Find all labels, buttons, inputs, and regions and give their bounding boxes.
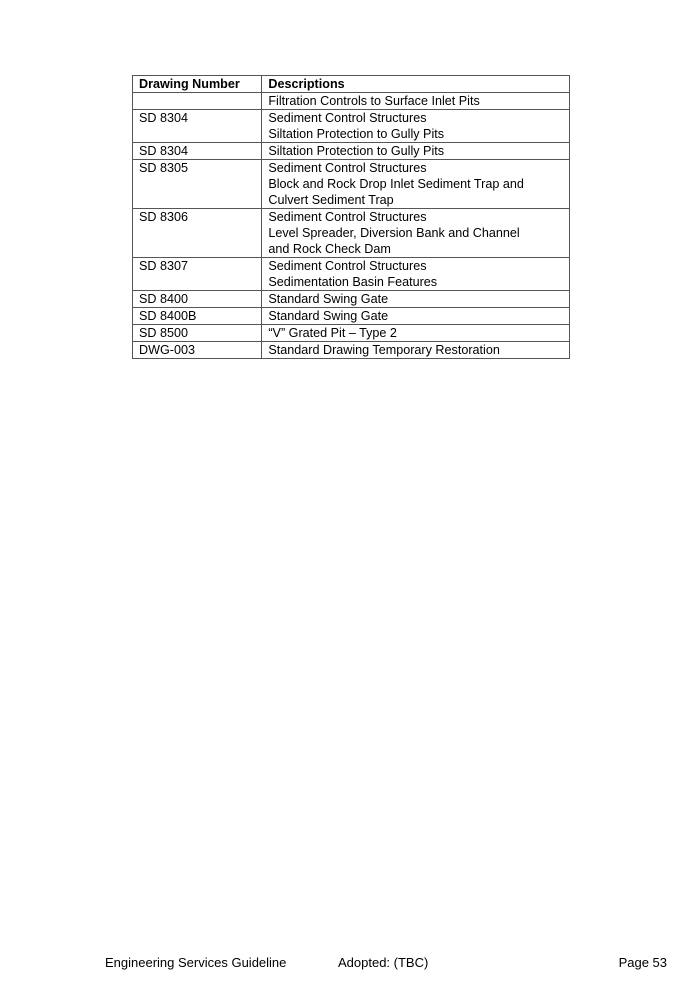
table-row (133, 342, 570, 359)
table-body (133, 93, 570, 359)
description-line: Siltation Protection to Gully Pits (268, 144, 445, 158)
table-row (133, 160, 570, 209)
description-cell (262, 93, 570, 110)
description-cell (262, 325, 570, 342)
drawing-number-cell: SD 8307 (133, 258, 262, 291)
description-line: Standard Drawing Temporary Restoration (268, 343, 500, 357)
description-line: Level Spreader, Diversion Bank and Channel (268, 226, 520, 240)
drawing-number-cell: SD 8400B (133, 308, 262, 325)
drawing-number-cell (133, 93, 262, 110)
description-line: Standard Swing Gate (268, 292, 389, 306)
description-line: Siltation Protection to Gully Pits (268, 127, 445, 141)
description-cell (262, 291, 570, 308)
footer-page-number: Page 53 (618, 955, 667, 970)
drawing-number-cell: SD 8304 (133, 143, 262, 160)
description-cell (262, 342, 570, 359)
footer-adopted-status: Adopted: (TBC) (338, 955, 429, 970)
description-cell (262, 160, 570, 209)
drawing-number-cell: SD 8304 (133, 110, 262, 143)
table-header-row (133, 76, 570, 93)
drawing-number-cell: SD 8305 (133, 160, 262, 209)
table-row (133, 93, 570, 110)
drawings-table (132, 75, 570, 359)
header-descriptions: Descriptions (262, 76, 570, 93)
description-line: Block and Rock Drop Inlet Sediment Trap and (268, 177, 524, 191)
description-line: and Rock Check Dam (268, 242, 391, 256)
table-row (133, 291, 570, 308)
description-line: Sediment Control Structures (268, 210, 427, 224)
description-cell (262, 258, 570, 291)
description-cell (262, 209, 570, 258)
description-cell (262, 308, 570, 325)
description-line: Culvert Sediment Trap (268, 193, 394, 207)
description-line: Sediment Control Structures (268, 111, 427, 125)
table-row (133, 258, 570, 291)
drawing-number-cell: SD 8306 (133, 209, 262, 258)
description-line: Standard Swing Gate (268, 309, 389, 323)
footer-document-title: Engineering Services Guideline (105, 955, 287, 970)
description-cell (262, 110, 570, 143)
drawing-number-cell: DWG-003 (133, 342, 262, 359)
description-line: Sediment Control Structures (268, 259, 427, 273)
description-line: “V” Grated Pit – Type 2 (268, 326, 397, 340)
drawing-number-cell: SD 8400 (133, 291, 262, 308)
description-cell (262, 143, 570, 160)
table-row (133, 110, 570, 143)
description-line: Filtration Controls to Surface Inlet Pits (268, 94, 480, 108)
description-line: Sedimentation Basin Features (268, 275, 438, 289)
table-row (133, 308, 570, 325)
header-drawing-number: Drawing Number (133, 76, 262, 93)
description-line: Sediment Control Structures (268, 161, 427, 175)
drawing-number-cell: SD 8500 (133, 325, 262, 342)
table-row (133, 143, 570, 160)
table-row (133, 325, 570, 342)
table-row (133, 209, 570, 258)
page-footer (105, 955, 667, 971)
